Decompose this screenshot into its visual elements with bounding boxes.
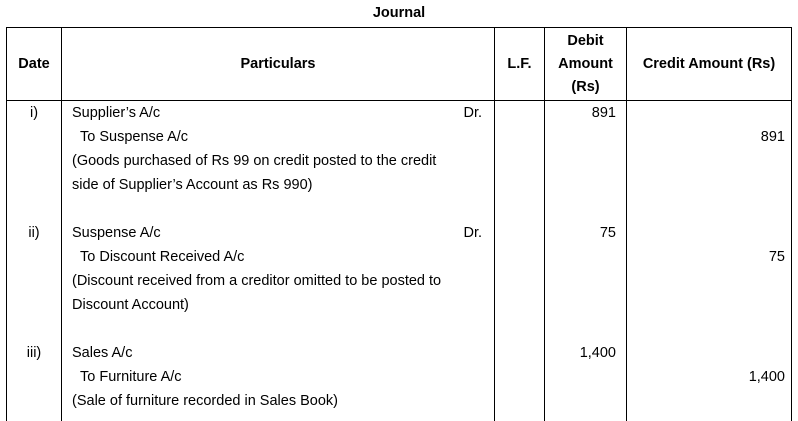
debit-account: Supplier’s A/c — [72, 105, 160, 121]
debit-amount: 75 — [545, 221, 626, 245]
dr-label: Dr. — [463, 221, 482, 245]
header-particulars: Particulars — [62, 28, 495, 101]
header-date: Date — [7, 28, 62, 101]
header-lf: L.F. — [495, 28, 545, 101]
entry-date: ii) — [7, 221, 61, 245]
header-debit-amount — [545, 28, 627, 101]
debit-account: Sales A/c — [72, 345, 132, 361]
particulars-column — [62, 101, 495, 421]
credit-account: To Furniture A/c — [62, 365, 494, 389]
header-debit-line1: Debit — [545, 30, 626, 53]
narration: side of Supplier’s Account as Rs 990) — [62, 173, 494, 197]
debit-amount-column — [545, 101, 627, 421]
header-debit-line2: Amount — [545, 53, 626, 76]
debit-amount: 1,400 — [545, 341, 626, 365]
debit-amount: 891 — [545, 101, 626, 125]
narration: (Sale of furniture recorded in Sales Book) — [62, 389, 494, 413]
debit-account-line — [62, 221, 494, 245]
credit-amount: 891 — [627, 125, 791, 149]
debit-account-line — [62, 341, 494, 365]
header-credit-amount: Credit Amount (Rs) — [627, 28, 792, 101]
credit-amount-column — [627, 101, 792, 421]
journal-title: Journal — [0, 5, 798, 21]
journal-table — [6, 27, 792, 421]
date-column — [7, 101, 62, 421]
debit-account: Suspense A/c — [72, 225, 161, 241]
credit-amount: 75 — [627, 245, 791, 269]
header-debit-line3: (Rs) — [545, 76, 626, 99]
credit-amount: 1,400 — [627, 365, 791, 389]
lf-column — [495, 101, 545, 421]
credit-account: To Suspense A/c — [62, 125, 494, 149]
table-body-row — [7, 101, 792, 421]
dr-label: Dr. — [463, 101, 482, 125]
narration: (Goods purchased of Rs 99 on credit posted to the credit — [62, 149, 494, 173]
credit-account: To Discount Received A/c — [62, 245, 494, 269]
narration: (Discount received from a creditor omitted to be posted to — [62, 269, 494, 293]
narration: Discount Account) — [62, 293, 494, 317]
debit-account-line — [62, 101, 494, 125]
entry-date: i) — [7, 101, 61, 125]
header-row — [7, 28, 792, 101]
entry-date: iii) — [7, 341, 61, 365]
